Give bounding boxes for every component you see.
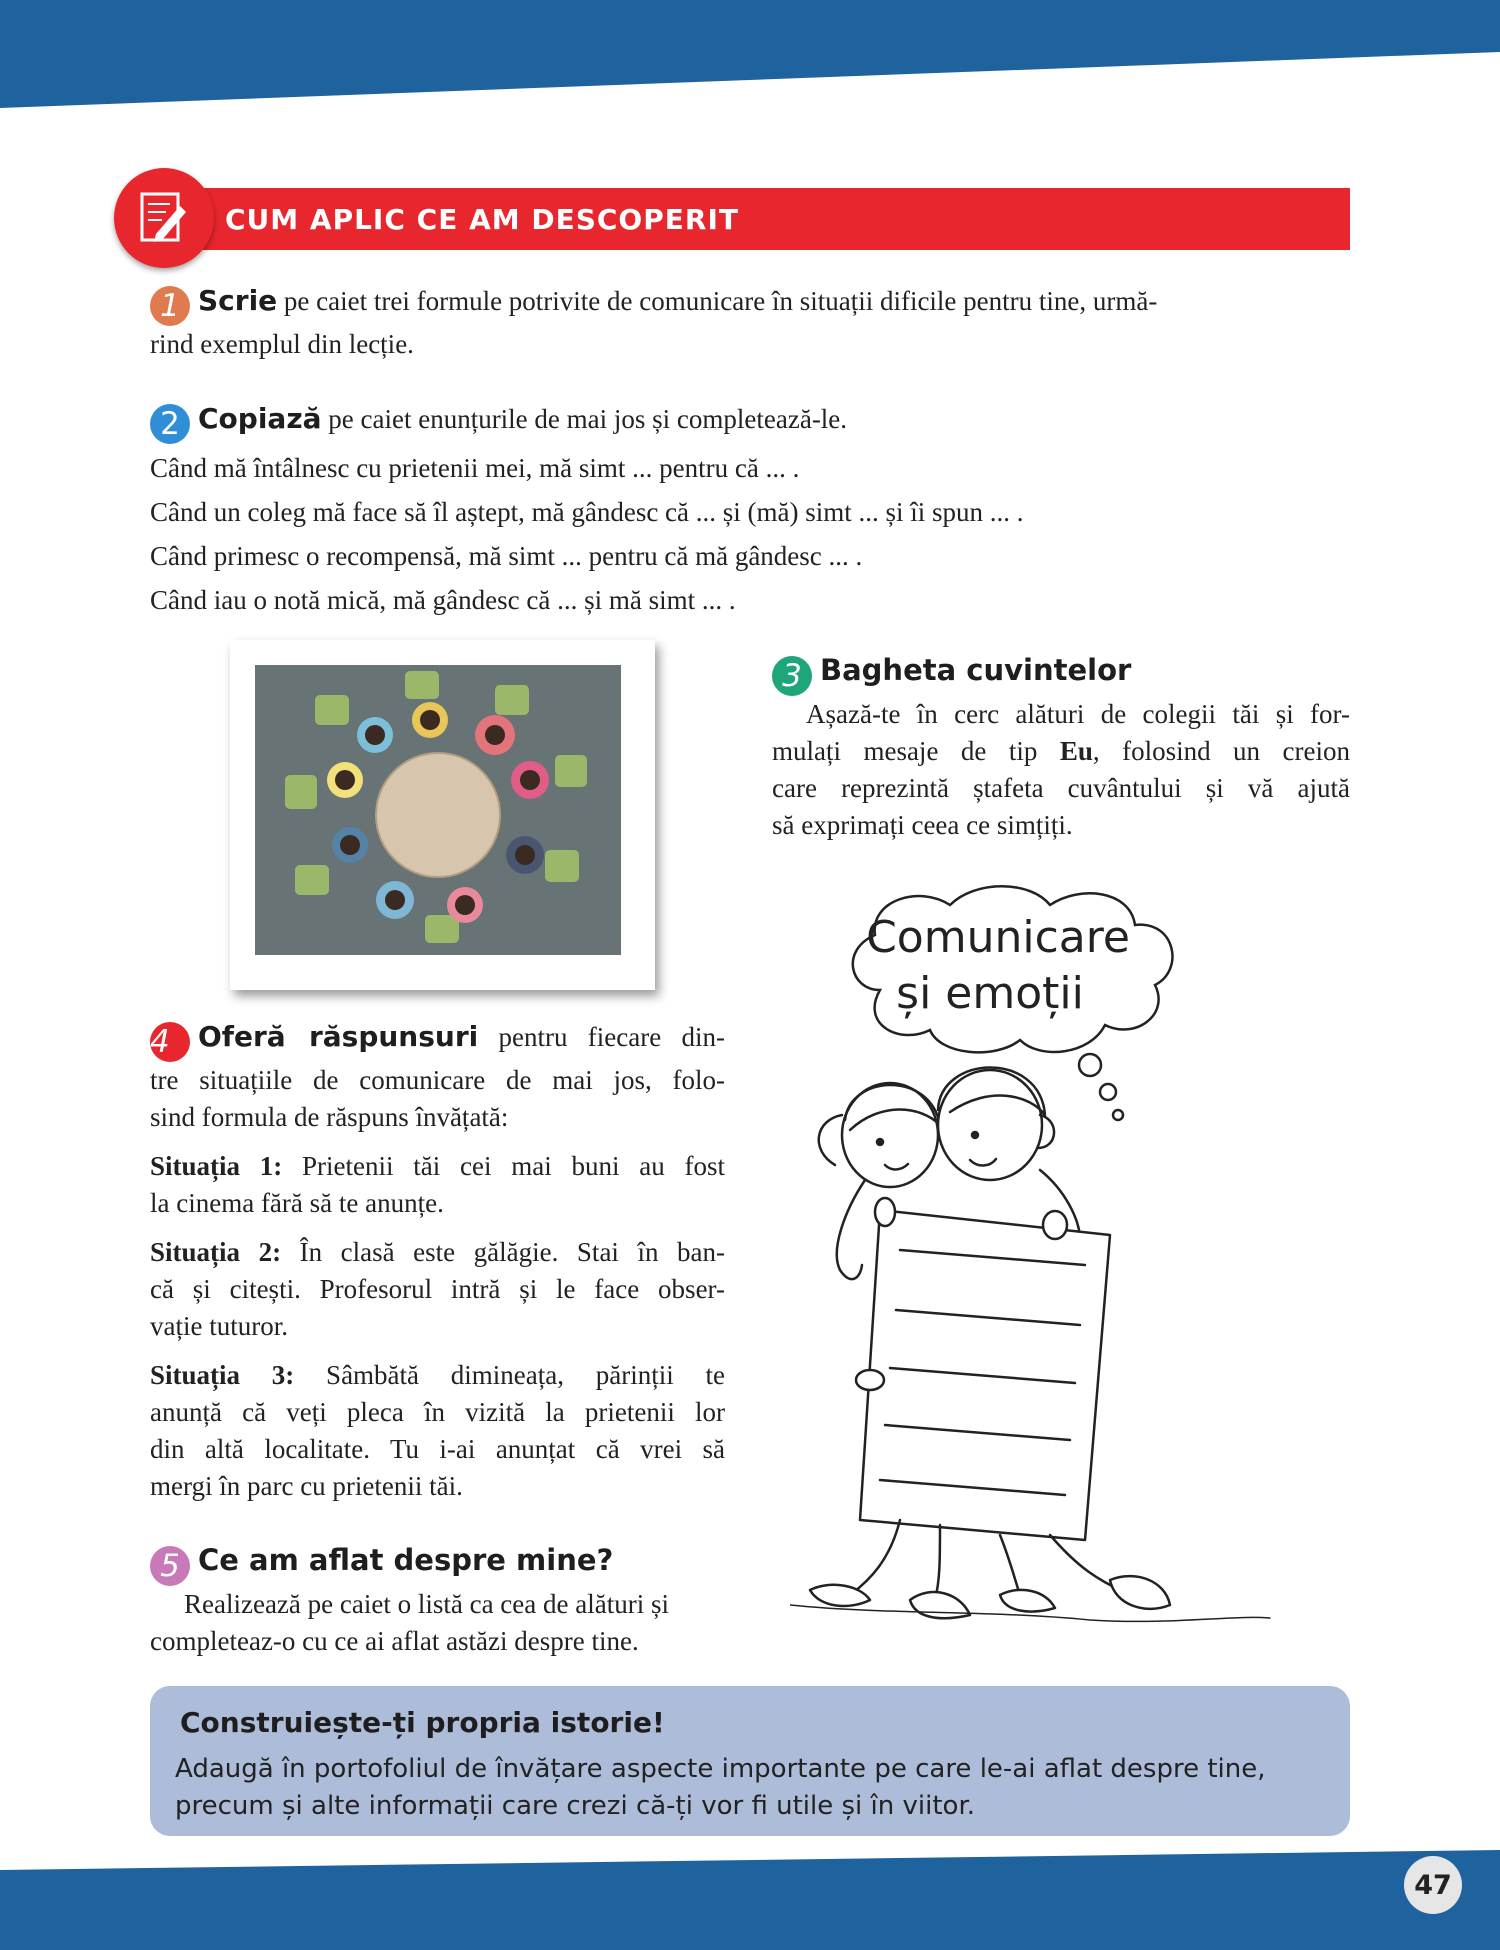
top-header-band — [0, 0, 1500, 110]
situation-text: Prietenii tăi cei mai buni au fost — [282, 1151, 725, 1181]
situation-text: din altă localitate. Tu i-ai anunțat că vrei să — [150, 1434, 725, 1464]
exercise-3-title: Bagheta cuvintelor — [820, 653, 1132, 687]
exercise-1-text: pe caiet trei formule potrivite de comunicare în situații dificile pentru tine, urmă- — [277, 286, 1158, 316]
exercise-number-3: 3 — [772, 656, 812, 696]
exercise-number-4: 4 — [150, 1022, 190, 1062]
cloud-text-line1: Comunicare — [866, 912, 1130, 963]
exercise-number-1: 1 — [150, 286, 190, 326]
bottom-footer-band — [0, 1850, 1500, 1950]
exercise-4-line: tre situațiile de comunicare de mai jos, folo- — [150, 1065, 725, 1095]
photo-frame — [230, 640, 655, 990]
sentence: Când iau o notă mică, mă gândesc că ... și mă simt ... . — [150, 585, 736, 615]
exercise-5-title: Ce am aflat despre mine? — [198, 1543, 614, 1577]
exercise-4-line: sind formula de răspuns învățată: — [150, 1102, 509, 1132]
exercise-3-emphasis: Eu — [1059, 736, 1093, 766]
exercise-3-line: Așază-te în cerc alături de colegii tăi și for- — [806, 699, 1350, 729]
exercise-number-5: 5 — [150, 1546, 190, 1586]
exercise-3-line: să exprimați ceea ce simțiți. — [772, 810, 1073, 840]
situation-text: anunță că veți pleca în vizită la prietenii lor — [150, 1397, 725, 1427]
exercise-5-line: completeaz-o cu ce ai aflat astăzi despre tine. — [150, 1626, 639, 1656]
portfolio-box-line: precum și alte informații care crezi că-ți vor fi utile și în viitor. — [175, 1791, 976, 1821]
situation-text: În clasă este gălăgie. Stai în ban- — [281, 1237, 725, 1267]
sentence: Când mă întâlnesc cu prietenii mei, mă simt ... pentru că ... . — [150, 453, 800, 483]
portfolio-box-text — [175, 1751, 1325, 1825]
pencil-paper-icon — [114, 168, 214, 268]
children-illustration — [790, 880, 1390, 1640]
sentence: Când un coleg mă face să îl aștept, mă gândesc că ... și (mă) simt ... și îi spun ... . — [150, 497, 1024, 527]
situation-text: Sâmbătă dimineața, părinții te — [294, 1360, 725, 1390]
exercise-2-text: pe caiet enunțurile de mai jos și completează-le. — [321, 404, 848, 434]
exercise-4 — [150, 1018, 725, 1505]
exercise-number-2: 2 — [150, 404, 190, 444]
students-circle-photo — [255, 665, 621, 955]
situation-label: Situația 3: — [150, 1360, 295, 1390]
situation-text: mergi în parc cu prietenii tăi. — [150, 1471, 463, 1501]
exercise-4-keyword: Oferă răspunsuri — [198, 1020, 479, 1053]
sentence: Când primesc o recompensă, mă simt ... pentru că mă gândesc ... . — [150, 541, 863, 571]
exercise-3-line: mulați mesaje de tip — [772, 736, 1060, 766]
situation-text: vație tuturor. — [150, 1311, 288, 1341]
exercise-1-keyword: Scrie — [198, 284, 278, 317]
situation-label: Situația 2: — [150, 1237, 282, 1267]
exercise-3-line: , folosind un creion — [1092, 736, 1350, 766]
situation-text: la cinema fără să te anunțe. — [150, 1188, 444, 1218]
cloud-text-line2: și emoții — [896, 968, 1084, 1019]
section-title: CUM APLIC CE AM DESCOPERIT — [225, 203, 739, 236]
exercise-4-line: pentru fiecare din- — [478, 1022, 725, 1052]
situation-text: că și citești. Profesorul intră și le face obser- — [150, 1274, 725, 1304]
portfolio-box-line: Adaugă în portofoliul de învățare aspecte importante pe care le-ai aflat despre tine, — [175, 1754, 1266, 1784]
exercise-3 — [772, 652, 1350, 844]
page-number: 47 — [1404, 1856, 1462, 1914]
exercise-1-text-cont: rind exemplul din lecție. — [150, 329, 414, 359]
exercise-1 — [150, 282, 1350, 363]
situation-label: Situația 1: — [150, 1151, 283, 1181]
exercise-5-line: Realizează pe caiet o listă ca cea de alături și — [184, 1589, 669, 1619]
exercise-3-line: care reprezintă ștafeta cuvântului și vă ajută — [772, 773, 1350, 803]
exercise-5 — [150, 1542, 730, 1660]
portfolio-box-title: Construiește-ți propria istorie! — [180, 1706, 665, 1739]
exercise-2 — [150, 400, 1350, 444]
exercise-2-keyword: Copiază — [198, 402, 322, 435]
portfolio-box — [150, 1686, 1350, 1836]
